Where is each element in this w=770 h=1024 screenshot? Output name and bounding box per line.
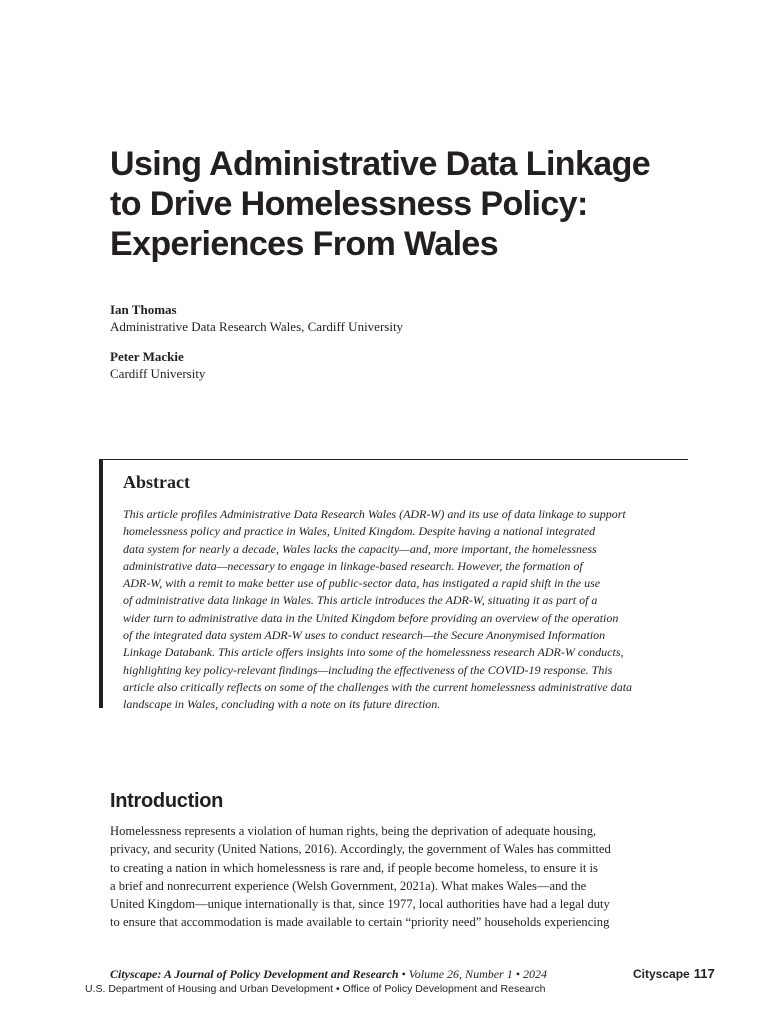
author-block bbox=[110, 348, 205, 382]
title-line: to Drive Homelessness Policy: bbox=[110, 185, 588, 223]
abstract-line: article also critically reflects on some of the challenges with the current homelessness administrative data bbox=[123, 679, 633, 694]
article-title bbox=[110, 144, 730, 264]
author-affiliation: Administrative Data Research Wales, Cardiff University bbox=[110, 319, 404, 334]
publication-year: 2024 bbox=[522, 967, 547, 981]
abstract-line: of administrative data linkage in Wales. This article introduces the ADR-W, situating it as part of a bbox=[123, 593, 598, 608]
title-line: Experiences From Wales bbox=[110, 225, 499, 263]
journal-brand: Cityscape bbox=[633, 967, 690, 981]
abstract-side-rule bbox=[99, 460, 103, 708]
abstract-heading: Abstract bbox=[123, 472, 190, 492]
abstract-line: administrative data—necessary to engage in linkage-based research. However, the formation of bbox=[123, 558, 583, 573]
footer-separator: • bbox=[515, 967, 520, 981]
abstract-text bbox=[123, 506, 688, 714]
author-name: Ian Thomas bbox=[110, 302, 177, 317]
body-line: privacy, and security (United Nations, 2016). Accordingly, the government of Wales has committed bbox=[110, 842, 611, 857]
abstract-box bbox=[99, 459, 688, 712]
title-line: Using Administrative Data Linkage bbox=[110, 145, 651, 183]
body-line: to creating a nation in which homelessness is rare and, if people become homeless, to ensure it is bbox=[110, 860, 598, 875]
footer-brand bbox=[633, 966, 715, 982]
footer-publisher: U.S. Department of Housing and Urban Development • Office of Policy Development and Research bbox=[85, 983, 546, 995]
author-affiliation: Cardiff University bbox=[110, 366, 206, 381]
section-heading-introduction: Introduction bbox=[110, 790, 224, 812]
abstract-line: highlighting key policy-relevant findings—including the effectiveness of the COVID-19 response. This bbox=[123, 662, 613, 677]
body-line: to ensure that accommodation is made available to certain “priority need” households experiencing bbox=[110, 915, 610, 930]
volume-issue: Volume 26, Number 1 bbox=[408, 967, 513, 981]
page-number: 117 bbox=[693, 966, 715, 981]
abstract-line: data system for nearly a decade, Wales lacks the capacity—and, more important, the homelessness bbox=[123, 541, 597, 556]
introduction-paragraph bbox=[110, 822, 690, 932]
body-line: United Kingdom—unique internationally is that, since 1977, local authorities have had a legal duty bbox=[110, 897, 610, 912]
abstract-line: Linkage Databank. This article offers insights into some of the homelessness research ADR-W conducts, bbox=[123, 645, 624, 660]
footer-separator: • bbox=[401, 967, 406, 981]
abstract-line: homelessness policy and practice in Wales, United Kingdom. Despite having a national integrated bbox=[123, 524, 596, 539]
body-line: a brief and nonrecurrent experience (Welsh Government, 2021a). What makes Wales—and the bbox=[110, 878, 587, 893]
author-name: Peter Mackie bbox=[110, 349, 184, 364]
journal-title: Cityscape: A Journal of Policy Development and Research bbox=[110, 967, 399, 981]
abstract-line: landscape in Wales, concluding with a note on its future direction. bbox=[123, 697, 441, 712]
abstract-line: ADR-W, with a remit to make better use of public-sector data, has instigated a rapid shift in the use bbox=[123, 576, 601, 591]
body-line: Homelessness represents a violation of human rights, being the deprivation of adequate housing, bbox=[110, 824, 597, 838]
footer-journal-citation bbox=[110, 966, 547, 982]
author-block bbox=[110, 301, 403, 335]
abstract-line: of the integrated data system ADR-W uses to conduct research—the Secure Anonymised Information bbox=[123, 628, 606, 643]
abstract-line: This article profiles Administrative Data Research Wales (ADR-W) and its use of data linkage to support bbox=[123, 507, 626, 521]
abstract-line: wider turn to administrative data in the United Kingdom before providing an overview of the operation bbox=[123, 610, 619, 625]
